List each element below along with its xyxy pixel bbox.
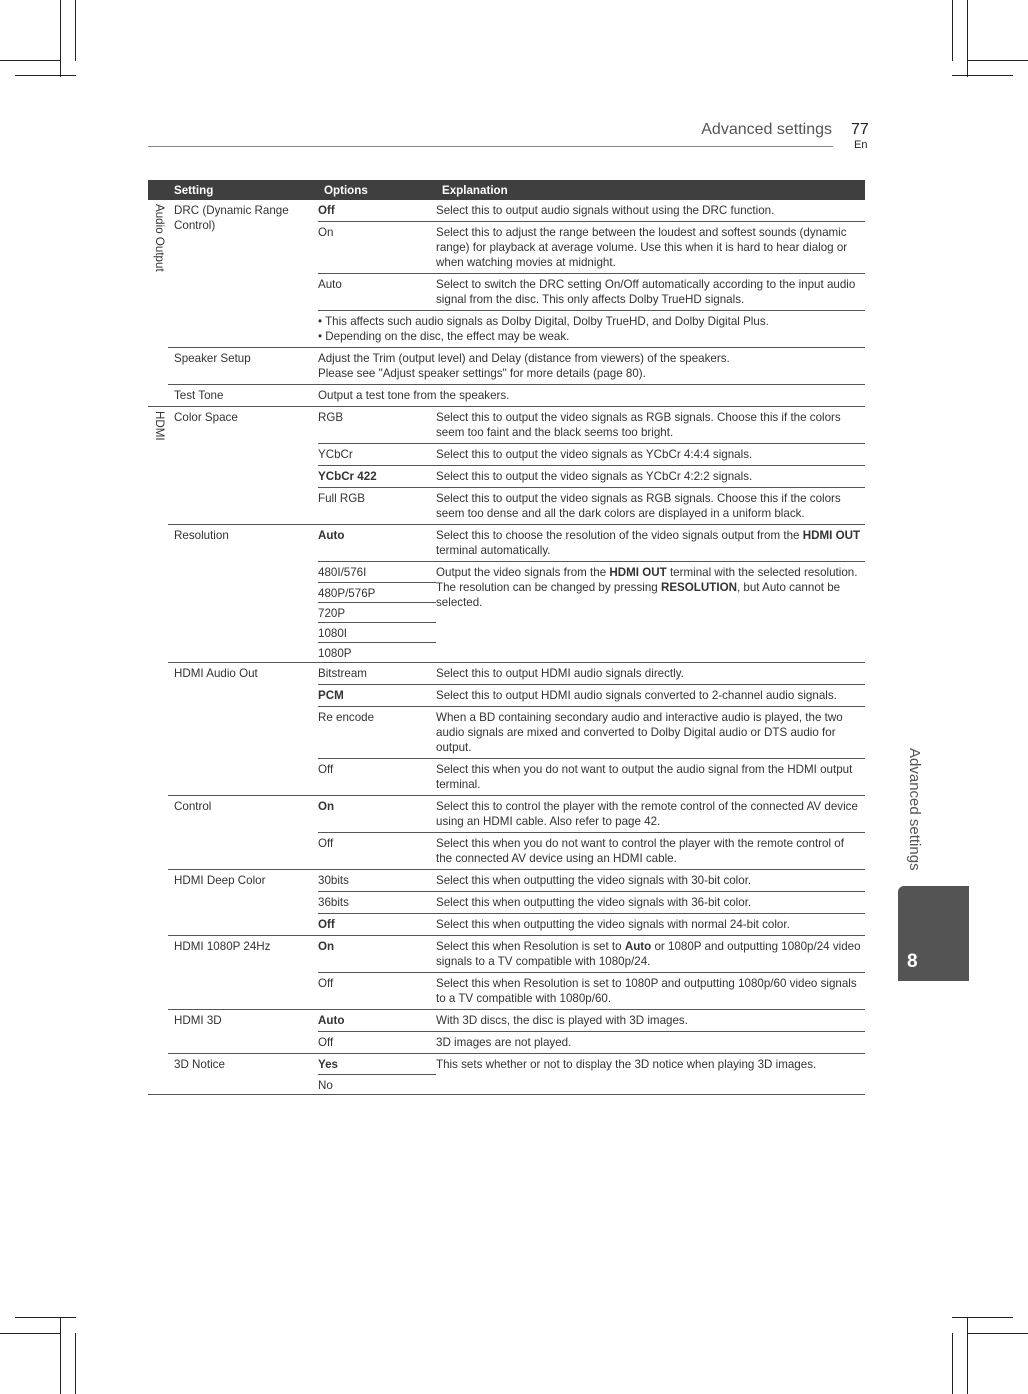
- note-line: • Depending on the disc, the effect may be weak.: [318, 330, 570, 343]
- option-label: PCM: [318, 689, 344, 702]
- group-label-hdmi: HDMI: [153, 411, 166, 441]
- option-label: 480I/576I: [318, 566, 367, 579]
- option-row: [318, 443, 865, 465]
- column-header-explanation: Explanation: [442, 183, 508, 197]
- option-label: Off: [318, 918, 335, 931]
- option-label: 480P/576P: [318, 582, 436, 602]
- setting-row-test-tone: [168, 384, 865, 406]
- option-label: Off: [318, 204, 335, 217]
- option-row: [318, 525, 865, 561]
- option-explanation: This sets whether or not to display the 3D notice when playing 3D images.: [436, 1058, 817, 1071]
- note-line: • This affects such audio signals as Dolby Digital, Dolby TrueHD, and Dolby Digital Plus.: [318, 315, 769, 328]
- setting-name: Test Tone: [174, 389, 224, 402]
- setting-name: HDMI Audio Out: [174, 667, 258, 680]
- crop-mark: [15, 75, 76, 76]
- crop-mark: [952, 1317, 1013, 1318]
- option-label: YCbCr 422: [318, 470, 377, 483]
- crop-mark: [952, 75, 1013, 76]
- crop-mark: [967, 0, 968, 77]
- crop-mark: [952, 1333, 953, 1394]
- speaker-setup-text: Adjust the Trim (output level) and Delay (distance from viewers) of the speakers.: [318, 352, 730, 365]
- option-label: RGB: [318, 411, 344, 424]
- audio-output-section: [148, 200, 865, 407]
- option-label: Off: [318, 977, 334, 990]
- option-explanation: Select this to output the video signals as YCbCr 4:2:2 signals.: [436, 470, 753, 483]
- option-label: Auto: [318, 278, 342, 291]
- crop-mark: [967, 60, 1028, 61]
- option-row: [318, 273, 865, 310]
- speaker-setup-reference: Please see "Adjust speaker settings" for more details (page 80).: [318, 367, 646, 380]
- setting-row-resolution: [168, 524, 865, 662]
- option-row: [318, 1031, 865, 1053]
- option-explanation: Select this to choose the resolution of the video signals output from the HDMI OUT terminal automatically.: [436, 529, 861, 557]
- setting-row-hdmi-3d: [168, 1009, 865, 1053]
- option-label: 36bits: [318, 896, 349, 909]
- resolution-button-term: RESOLUTION: [660, 581, 737, 594]
- setting-name: Control: [174, 800, 212, 813]
- option-explanation: Select this to output the video signals as RGB signals. Choose this if the colors seem too faint and the black seems too bright.: [436, 411, 841, 439]
- option-explanation: Select to switch the DRC setting On/Off automatically according to the input audio signal from the disc. This only affects Dolby TrueHD signals.: [436, 278, 856, 306]
- option-row: [318, 936, 865, 972]
- crop-mark: [952, 0, 953, 61]
- option-explanation: Select this when outputting the video signals with 30-bit color.: [436, 874, 752, 887]
- option-label: Off: [318, 837, 334, 850]
- option-row-merged: [318, 1054, 865, 1094]
- option-row: [318, 200, 865, 221]
- option-row: [318, 832, 865, 869]
- option-label: 1080P: [318, 642, 436, 662]
- setting-name: Color Space: [174, 411, 238, 424]
- option-label: YCbCr: [318, 448, 353, 461]
- option-explanation: Select this to output HDMI audio signals directly.: [436, 667, 684, 680]
- crop-mark: [75, 1333, 76, 1394]
- option-explanation: 3D images are not played.: [436, 1036, 572, 1049]
- option-explanation: Select this to adjust the range between the loudest and softest sounds (dynamic range) for playback at average volume. Use this when it is hard to hear dialog or when watching movies at midnight.: [436, 226, 848, 269]
- setting-row-drc: [168, 200, 865, 347]
- crop-mark: [967, 1333, 1028, 1334]
- column-header-options: Options: [324, 183, 368, 197]
- setting-row-color-space: [168, 407, 865, 524]
- option-row: [318, 487, 865, 524]
- option-row-merged: [318, 561, 865, 662]
- option-label: Re encode: [318, 711, 375, 724]
- header-rule: [148, 146, 833, 147]
- hdmi-out-term: HDMI OUT: [609, 566, 667, 579]
- setting-name: DRC (Dynamic Range Control): [174, 204, 289, 232]
- setting-row-speaker-setup: [168, 347, 865, 384]
- option-row: [318, 407, 865, 443]
- option-explanation: Select this to output the video signals as YCbCr 4:4:4 signals.: [436, 448, 753, 461]
- option-label: No: [318, 1074, 436, 1094]
- option-explanation: Select this when outputting the video signals with 36-bit color.: [436, 896, 752, 909]
- option-explanation: Select this when you do not want to control the player with the remote control of the connected AV device using an HDMI cable.: [436, 837, 844, 865]
- option-explanation: Select this to output HDMI audio signals converted to 2-channel audio signals.: [436, 689, 837, 702]
- option-row: [318, 796, 865, 832]
- setting-name: Resolution: [174, 529, 229, 542]
- option-label: Bitstream: [318, 667, 367, 680]
- option-label: 720P: [318, 602, 436, 622]
- option-row: [318, 972, 865, 1009]
- setting-name: HDMI Deep Color: [174, 874, 266, 887]
- setting-row-3d-notice: [168, 1053, 865, 1094]
- option-label: Auto: [318, 1014, 345, 1027]
- chapter-number: 8: [907, 951, 918, 972]
- settings-table: [148, 180, 865, 1095]
- setting-name: Speaker Setup: [174, 352, 251, 365]
- option-explanation: When a BD containing secondary audio and interactive audio is played, the two audio signals are mixed and converted to Dolby Digital audio or DTS audio for output.: [436, 711, 843, 754]
- option-label: On: [318, 940, 335, 953]
- setting-name: 3D Notice: [174, 1058, 225, 1071]
- test-tone-text: Output a test tone from the speakers.: [318, 389, 510, 402]
- setting-row-hdmi-deep-color: [168, 869, 865, 935]
- option-explanation: Output the video signals from the HDMI OUT terminal with the selected resolution. The resolution can be changed by pressing RESOLUTION, but Auto cannot be selected.: [436, 566, 858, 609]
- option-explanation: Select this when you do not want to output the audio signal from the HDMI output terminal.: [436, 763, 853, 791]
- crop-mark: [60, 1317, 61, 1394]
- option-explanation: Select this when Resolution is set to Auto or 1080P and outputting 1080p/24 video signals to a TV compatible with 1080p/24.: [436, 940, 861, 968]
- option-row: [318, 758, 865, 795]
- option-explanation: With 3D discs, the disc is played with 3D images.: [436, 1014, 688, 1027]
- setting-row-control: [168, 795, 865, 869]
- option-row: [318, 684, 865, 706]
- option-explanation: Select this when Resolution is set to 1080P and outputting 1080p/60 video signals to a TV compatible with 1080p/60.: [436, 977, 857, 1005]
- crop-mark: [967, 1317, 968, 1394]
- option-label: 30bits: [318, 874, 349, 887]
- option-row: [318, 221, 865, 273]
- hdmi-out-term: HDMI OUT: [802, 529, 861, 542]
- section-title: Advanced settings: [701, 121, 832, 138]
- option-row: [318, 913, 865, 935]
- option-row: [318, 706, 865, 758]
- table-header: [148, 180, 865, 200]
- option-row: [318, 465, 865, 487]
- auto-term: Auto: [624, 940, 652, 953]
- column-header-setting: Setting: [174, 183, 214, 197]
- crop-mark: [15, 1317, 76, 1318]
- setting-row-hdmi-1080p-24hz: [168, 935, 865, 1009]
- option-explanation: Select this when outputting the video signals with normal 24-bit color.: [436, 918, 790, 931]
- setting-name: HDMI 1080P 24Hz: [174, 940, 271, 953]
- option-explanation: Select this to control the player with the remote control of the connected AV device using an HDMI cable. Also refer to page 42.: [436, 800, 858, 828]
- option-label: Off: [318, 1036, 334, 1049]
- option-row: [318, 870, 865, 891]
- option-label: On: [318, 226, 334, 239]
- page-number: 77: [851, 121, 869, 138]
- language-code: En: [854, 139, 868, 151]
- option-label: Auto: [318, 529, 345, 542]
- option-row: [318, 891, 865, 913]
- option-label: On: [318, 800, 335, 813]
- option-label: 1080I: [318, 622, 436, 642]
- chapter-side-label: Advanced settings: [906, 748, 923, 871]
- drc-notes: [318, 310, 865, 347]
- crop-mark: [60, 0, 61, 77]
- crop-mark: [0, 1333, 61, 1334]
- group-label-audio-output: Audio Output: [153, 204, 166, 272]
- setting-name: HDMI 3D: [174, 1014, 222, 1027]
- crop-mark: [0, 60, 61, 61]
- option-row: [318, 663, 865, 684]
- option-explanation: Select this to output the video signals as RGB signals. Choose this if the colors seem too dense and all the dark colors are displayed in a uniform black.: [436, 492, 841, 520]
- option-label: Full RGB: [318, 492, 366, 505]
- setting-row-hdmi-audio-out: [168, 662, 865, 795]
- option-row: [318, 1010, 865, 1031]
- hdmi-section: [148, 407, 865, 1095]
- crop-mark: [75, 0, 76, 61]
- option-explanation: Select this to output audio signals without using the DRC function.: [436, 204, 775, 217]
- option-label: Yes: [318, 1058, 338, 1071]
- option-label: Off: [318, 763, 334, 776]
